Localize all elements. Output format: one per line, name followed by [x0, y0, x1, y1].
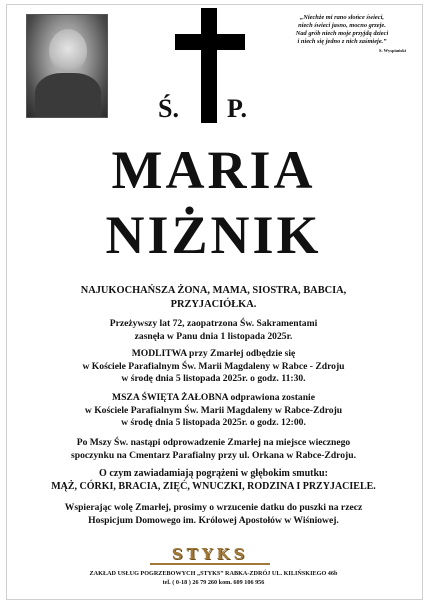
quote-line: Nad grób niech moje przyjdą dzieci	[295, 30, 389, 37]
deceased-first-name: MARIA	[111, 140, 316, 200]
family-line: MĄŻ, CÓRKI, BRACIA, ZIĘĆ, WNUCZKI, RODZINA I PRZYJACIELE.	[51, 480, 376, 492]
death-line: zasnęła w Panu dnia 1 listopada 2025r.	[134, 330, 293, 342]
quote-line: „Niechże mi rano słońce świeci,	[300, 14, 384, 21]
burial-line: Po Mszy Św. nastąpi odprowadzenie Zmarłej na miejsce wiecznego	[76, 437, 351, 448]
roles-line: PRZYJACIÓŁKA.	[170, 299, 257, 310]
photo-shoulders	[35, 73, 101, 118]
death-paragraph	[14, 318, 413, 343]
company-address: ZAKŁAD USŁUG POGRZEBOWYCH „STYKS” RABKA-ZDRÓJ UL. KILIŃSKIEGO 46b	[89, 570, 338, 577]
quote-line: niech świeci jasno, mocno grzeje.	[298, 22, 386, 29]
mass-line: MSZA ŚWIĘTA ŻAŁOBNA odprawiona zostanie	[112, 392, 315, 403]
quote-line: i niech się jedno z nich zaśmieje.”	[297, 38, 387, 45]
company-phone: tel. ( 0-18 ) 26 79 260 kom. 609 106 956	[162, 579, 265, 586]
donation-paragraph	[14, 502, 413, 527]
poem-quote	[278, 14, 406, 55]
quote-author: S. Wyspiański	[378, 48, 406, 53]
burial-line: spoczynku na Cmentarz Parafialny przy ul. Orkana w Rabce-Zdroju.	[71, 449, 356, 461]
sp-right-letter: P.	[227, 94, 247, 123]
mass-line: w Kościele Parafialnym Św. Marii Magdaleny w Rabce-Zdroju	[84, 404, 343, 416]
photo-face	[49, 29, 87, 73]
donation-line: Hospicjum Domowego im. Królowej Apostołów w Wiśniowej.	[88, 514, 339, 526]
sp-left-letter: Ś.	[158, 94, 179, 123]
prayer-line: MODLITWA przy Zmarłej odbędzie się	[131, 348, 296, 359]
roles-line: NAJUKOCHAŃSZA ŻONA, MAMA, SIOSTRA, BABCIA,	[80, 285, 347, 296]
death-line: Przeżywszy lat 72, zaopatrzona Św. Sakramentami	[109, 318, 318, 329]
family-paragraph	[14, 468, 413, 493]
cross-horizontal-bar	[175, 34, 245, 50]
deceased-last-name: NIŻNIK	[105, 205, 322, 265]
deceased-photo	[26, 14, 108, 118]
logo-underline	[150, 563, 270, 565]
prayer-line: w Kościele Parafialnym Św. Marii Magdaleny w Rabce - Zdroju	[82, 360, 345, 372]
family-line: O czym zawiadamiają pogrążeni w głębokim smutku:	[99, 468, 328, 479]
donation-line: Wspierając wolę Zmarłej, prosimy o wrzucenie datku do puszki na rzecz	[64, 502, 363, 513]
mass-paragraph	[14, 392, 413, 430]
prayer-paragraph	[14, 348, 413, 386]
roles-paragraph	[14, 284, 413, 312]
mass-line: w środę dnia 5 listopada 2025r. o godz. 12:00.	[121, 417, 306, 428]
cross-vertical-bar	[201, 8, 217, 123]
styks-logo: STYKS	[171, 545, 249, 563]
prayer-line: w środę dnia 5 listopada 2025r. o godz. 11:30.	[121, 373, 306, 384]
burial-paragraph	[14, 437, 413, 462]
